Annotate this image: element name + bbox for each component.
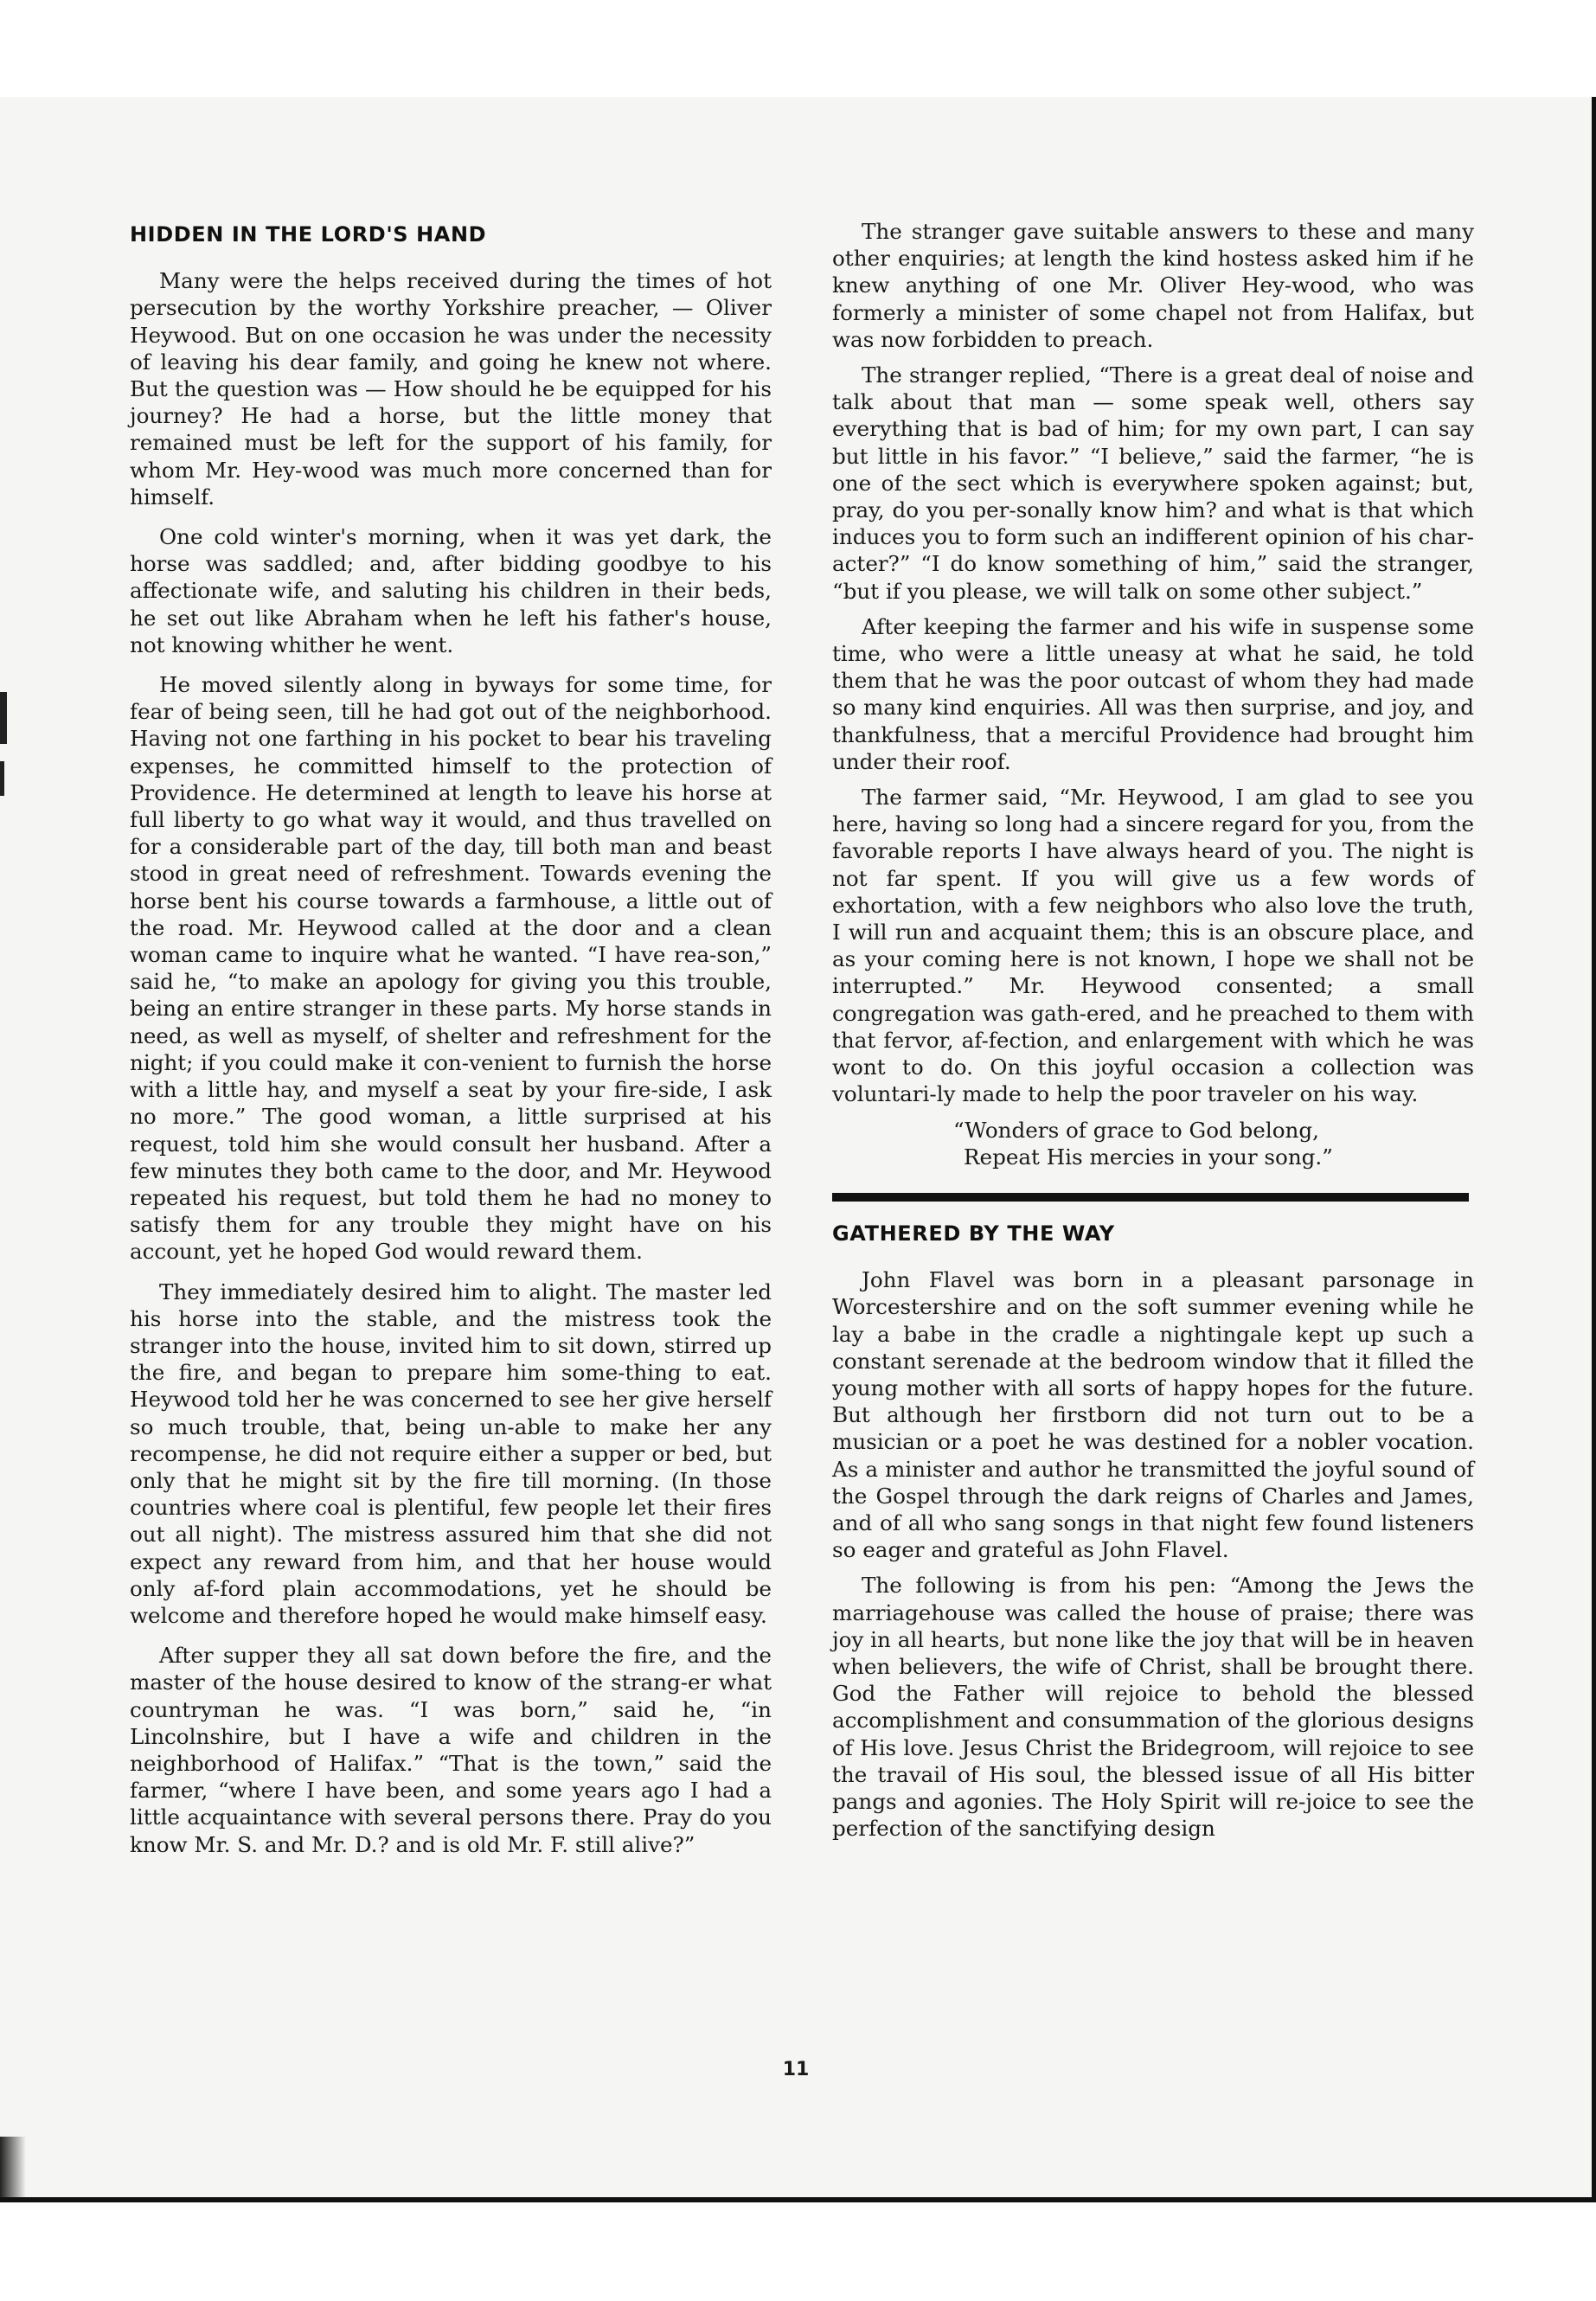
verse-line: Repeat His mercies in your song.” — [964, 1144, 1333, 1170]
paragraph: The stranger replied, “There is a great deal of noise and talk about that man — some speak well, others say everything that is bad of him; for my own part, I can say but little in his favor.” “I believe,” said the farmer, “he is one of the sect which is everywhere spoken against; but, pray, do you per-sonally know him? and what is that which induces you to form such an indifferent opinion of his char-acter?” “I do know something of him,” said the stranger, “but if you please, we will talk on some other subject.” — [832, 362, 1474, 604]
paragraph: John Flavel was born in a pleasant parsonage in Worcestershire and on the soft summer evening while he lay a babe in the cradle a nightingale kept up such a constant serenade at the bedroom window that it filled the young mother with all sorts of happy hopes for the future. But although her firstborn did not turn out to be a musician or a poet he was destined for a nobler vocation. As a minister and author he transmitted the joyful sound of the Gospel through the dark reigns of Charles and James, and of all who sang songs in that night few found listeners so eager and grateful as John Flavel. — [832, 1267, 1474, 1563]
verse-quote — [832, 1117, 1474, 1170]
binding-mark — [0, 2137, 26, 2197]
bottom-margin — [0, 2202, 1596, 2301]
article-heading: GATHERED BY THE WAY — [832, 1221, 1115, 1246]
page-right-edge — [1592, 97, 1596, 2199]
right-column — [832, 218, 1474, 1850]
paragraph: They immediately desired him to alight. The master led his horse into the stable, and the mistress took the stranger into the house, invited him to sit down, stirred up the fire, and began to prepare him some-thing to eat. Heywood told her he was concerned to see her give herself so much trouble, that, being un-able to make her any recompense, he did not require either a supper or bed, but only that he might sit by the fire till morning. (In those countries where coal is plentiful, few people let their fires out all night). The mistress assured him that she did not expect any reward from him, and that her house would only af-ford plain accommodations, yet he should be welcome and therefore hoped he would make himself easy. — [130, 1279, 772, 1628]
paragraph: The following is from his pen: “Among the Jews the marriagehouse was called the house of praise; there was joy in all hearts, but none like the joy that will be in heaven when believers, the wife of Christ, shall be brought there. God the Father will rejoice to behold the blessed accomplishment and consummation of the glorious designs of His love. Jesus Christ the Bridegroom, will rejoice to see the travail of His soul, the blessed issue of all His bitter pangs and agonies. The Holy Spirit will re-joice to see the perfection of the sanctifying design — [832, 1573, 1474, 1842]
top-margin — [0, 0, 1596, 97]
paragraph: After keeping the farmer and his wife in suspense some time, who were a little uneasy at what he said, he told them that he was the poor outcast of whom they had made so many kind enquiries. All was then surprise, and joy, and thankfulness, that a merciful Providence had brought him under their roof. — [832, 613, 1474, 774]
left-column — [130, 216, 772, 1871]
paragraph: One cold winter's morning, when it was yet dark, the horse was saddled; and, after bidding goodbye to his affectionate wife, and saluting his children in their beds, he set out like Abraham when he left his father's house, not knowing whither he went. — [130, 524, 772, 657]
paragraph: Many were the helps received during the times of hot persecution by the worthy Yorkshire preacher, — Oliver Heywood. But on one occasion he was under the necessity of leaving his dear family, and going he knew not where. But the question was — How should he be equipped for his journey? He had a horse, but the little money that remained must be left for the support of his family, for whom Mr. Hey-wood was much more concerned than for himself. — [130, 268, 772, 510]
article-heading: HIDDEN IN THE LORD'S HAND — [130, 222, 487, 247]
paragraph: The stranger gave suitable answers to these and many other enquiries; at length the kind hostess asked him if he knew anything of one Mr. Oliver Hey-wood, who was formerly a minister of some chapel not from Halifax, but was now forbidden to preach. — [832, 219, 1474, 352]
paragraph: The farmer said, “Mr. Heywood, I am glad to see you here, having so long had a sincere regard for you, from the favorable reports I have always heard of you. The night is not far spent. If you will give us a few words of exhortation, with a few neighbors who also love the truth, I will run and acquaint them; this is an obscure place, and as your coming here is not known, I hope we shall not be interrupted.” Mr. Heywood consented; a small congregation was gath-ered, and he preached to them with that fervor, af-fection, and enlargement with which he was wont to do. On this joyful occasion a collection was voluntari-ly made to help the poor traveler on his way. — [832, 785, 1474, 1107]
verse-line: “Wonders of grace to God belong, — [953, 1117, 1319, 1143]
paragraph: He moved silently along in byways for some time, for fear of being seen, till he had got out of the neighborhood. Having not one farthing in his pocket to bear his traveling expenses, he committed himself to the protection of Providence. He determined at length to leave his horse at full liberty to go what way it would, and thus travelled on for a considerable part of the day, till both man and beast stood in great need of refreshment. Towards evening the horse bent his course towards a farmhouse, a little out of the road. Mr. Heywood called at the door and a clean woman came to inquire what he wanted. “I have rea-son,” said he, “to make an apology for giving you this trouble, being an entire stranger in these parts. My horse stands in need, as well as myself, of shelter and refreshment for the night; if you could make it con-venient to furnish the horse with a little hay, and myself a seat by your fire-side, I ask no more.” The good woman, a little surprised at his request, told him she would consult her husband. After a few minutes they both came to the door, and Mr. Heywood repeated his request, but told them he had no money to satisfy them for any trouble they might have on his account, yet he hoped God would reward them. — [130, 672, 772, 1265]
binding-mark — [0, 761, 4, 796]
page-number: 11 — [782, 2059, 810, 2080]
paragraph: After supper they all sat down before the fire, and the master of the house desired to know of the strang-er what countryman he was. “I was born,” said he, “in Lincolnshire, but I have a wife and children in the neighborhood of Halifax.” “That is the town,” said the farmer, “where I have been, and some years ago I had a little acquaintance with several persons there. Pray do you know Mr. S. and Mr. D.? and is old Mr. F. still alive?” — [130, 1643, 772, 1857]
section-divider — [832, 1193, 1469, 1202]
binding-mark — [0, 692, 7, 744]
